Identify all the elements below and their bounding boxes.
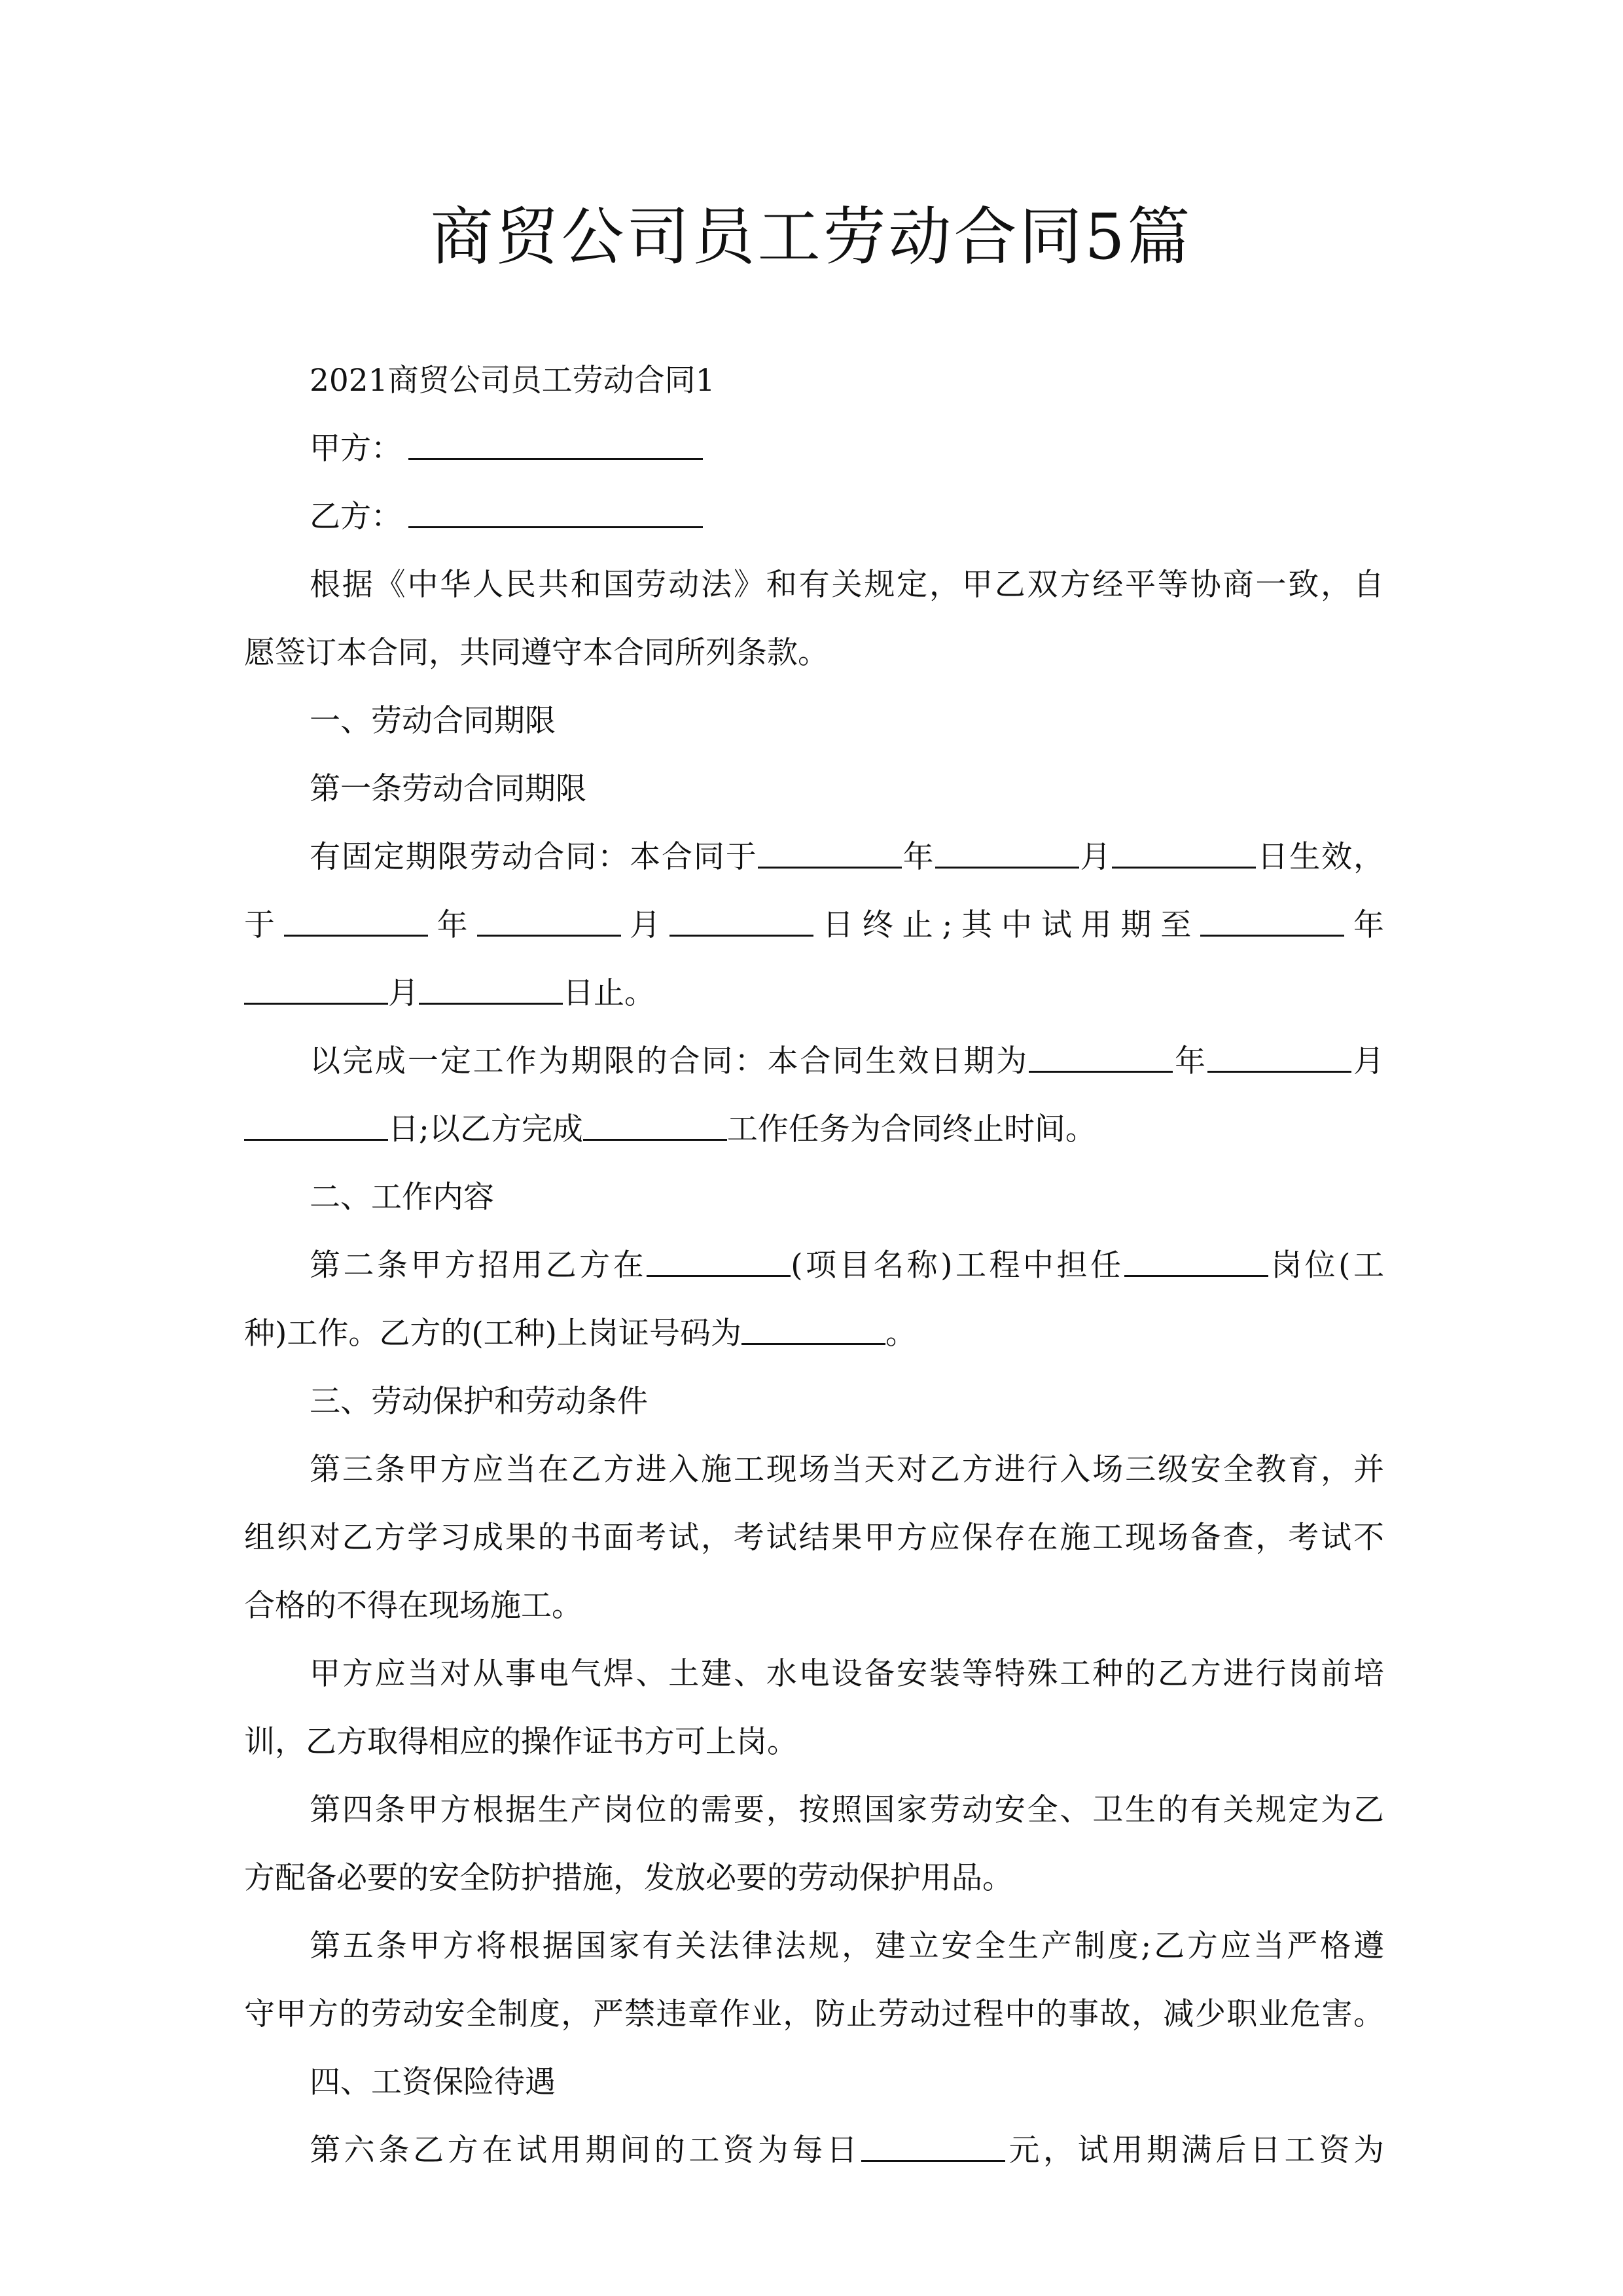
effective-month-blank[interactable] [1207, 1045, 1351, 1073]
text-span: 日终止;其中试用期至 [813, 907, 1201, 943]
text-span: 日止。 [563, 975, 655, 1011]
text-span: 日;以乙方完成 [388, 1111, 583, 1147]
text-span: 年 [1173, 1043, 1208, 1079]
section-heading: 四、工资保险待遇 [310, 2064, 556, 2100]
intro-paragraph-line: 愿签订本合同，共同遵守本合同所列条款。 [244, 635, 829, 671]
certificate-number-blank[interactable] [741, 1317, 885, 1345]
party-b-blank[interactable] [408, 500, 703, 528]
section-heading: 一、劳动合同期限 [310, 703, 556, 739]
intro-paragraph-line: 根据《中华人民共和国劳动法》和有关规定，甲乙双方经平等协商一致，自 [310, 567, 1384, 603]
text-span: 元，试用期满后日工资为 [1005, 2132, 1385, 2168]
text-span: 月 [620, 907, 670, 943]
effective-day-blank[interactable] [244, 1113, 388, 1141]
end-year-blank[interactable] [284, 908, 428, 937]
paragraph-line: 第三条甲方应当在乙方进入施工现场当天对乙方进行入场三级安全教育，并 [310, 1452, 1384, 1488]
text-span: 岗位(工 [1268, 1247, 1384, 1283]
paragraph-line: 训，乙方取得相应的操作证书方可上岗。 [244, 1724, 798, 1760]
start-year-blank[interactable] [758, 840, 902, 869]
article2-line-1 [244, 1232, 1384, 1300]
party-a-line [244, 415, 1384, 483]
text-span: 于 [244, 907, 284, 943]
start-day-blank[interactable] [1112, 840, 1256, 869]
text-span: 工作任务为合同终止时间。 [726, 1111, 1096, 1147]
paragraph-line: 合格的不得在现场施工。 [244, 1588, 582, 1624]
project-name-blank[interactable] [647, 1249, 791, 1277]
start-month-blank[interactable] [935, 840, 1079, 869]
probation-month-blank[interactable] [244, 977, 388, 1005]
paragraph-line: 组织对乙方学习成果的书面考试，考试结果甲方应保存在施工现场备查，考试不 [244, 1520, 1384, 1556]
fixed-term-line-1 [244, 823, 1384, 891]
position-blank[interactable] [1124, 1249, 1268, 1277]
contract-subtitle: 2021商贸公司员工劳动合同1 [310, 363, 715, 399]
paragraph-line: 守甲方的劳动安全制度，严禁违章作业，防止劳动过程中的事故，减少职业危害。 [244, 1996, 1384, 2032]
paragraph-line: 方配备必要的安全防护措施，发放必要的劳动保护用品。 [244, 1860, 1013, 1896]
text-span: 月 [388, 975, 419, 1011]
party-b-line [244, 483, 1384, 551]
text-span: 。 [885, 1316, 917, 1352]
paragraph-line: 第五条甲方将根据国家有关法律法规，建立安全生产制度;乙方应当严格遵 [310, 1928, 1384, 1964]
paragraph-line: 第四条甲方根据生产岗位的需要，按照国家劳动安全、卫生的有关规定为乙 [310, 1792, 1384, 1828]
text-span: 种)工作。乙方的(工种)上岗证号码为 [244, 1316, 742, 1352]
article-title: 第一条劳动合同期限 [310, 771, 586, 807]
paragraph-line: 甲方应当对从事电气焊、土建、水电设备安装等特殊工种的乙方进行岗前培 [310, 1656, 1384, 1692]
text-span: 年 [901, 839, 935, 875]
document-title: 商贸公司员工劳动合同5篇 [430, 200, 1193, 274]
text-span: 年 [1344, 907, 1385, 943]
fixed-term-line-2 [244, 891, 1384, 960]
probation-day-blank[interactable] [419, 977, 563, 1005]
end-day-blank[interactable] [669, 908, 813, 937]
text-span: 第六条乙方在试用期间的工资为每日 [310, 2132, 861, 2168]
fixed-term-line-3 [244, 960, 1384, 1028]
section-heading: 二、工作内容 [310, 1179, 494, 1215]
document-body [244, 347, 1384, 2185]
party-b-label: 乙方： [310, 499, 402, 535]
article6-line-1 [244, 2117, 1384, 2185]
article2-line-2 [244, 1300, 1384, 1368]
text-span: 日生效， [1256, 839, 1385, 875]
task-term-line-2 [244, 1096, 1384, 1164]
text-span: 月 [1351, 1043, 1385, 1079]
text-span: 以完成一定工作为期限的合同：本合同生效日期为 [310, 1043, 1029, 1079]
party-a-blank[interactable] [408, 432, 703, 460]
daily-wage-blank[interactable] [861, 2134, 1005, 2162]
effective-year-blank[interactable] [1029, 1045, 1173, 1073]
section-heading: 三、劳动保护和劳动条件 [310, 1384, 648, 1420]
task-term-line-1 [244, 1028, 1384, 1096]
party-a-label: 甲方： [310, 431, 402, 467]
text-span: 年 [427, 907, 477, 943]
text-span: (项目名称)工程中担任 [791, 1247, 1124, 1283]
task-name-blank[interactable] [583, 1113, 727, 1141]
text-span: 有固定期限劳动合同：本合同于 [310, 839, 758, 875]
probation-year-blank[interactable] [1200, 908, 1344, 937]
text-span: 第二条甲方招用乙方在 [310, 1247, 647, 1283]
end-month-blank[interactable] [477, 908, 621, 937]
text-span: 月 [1079, 839, 1113, 875]
